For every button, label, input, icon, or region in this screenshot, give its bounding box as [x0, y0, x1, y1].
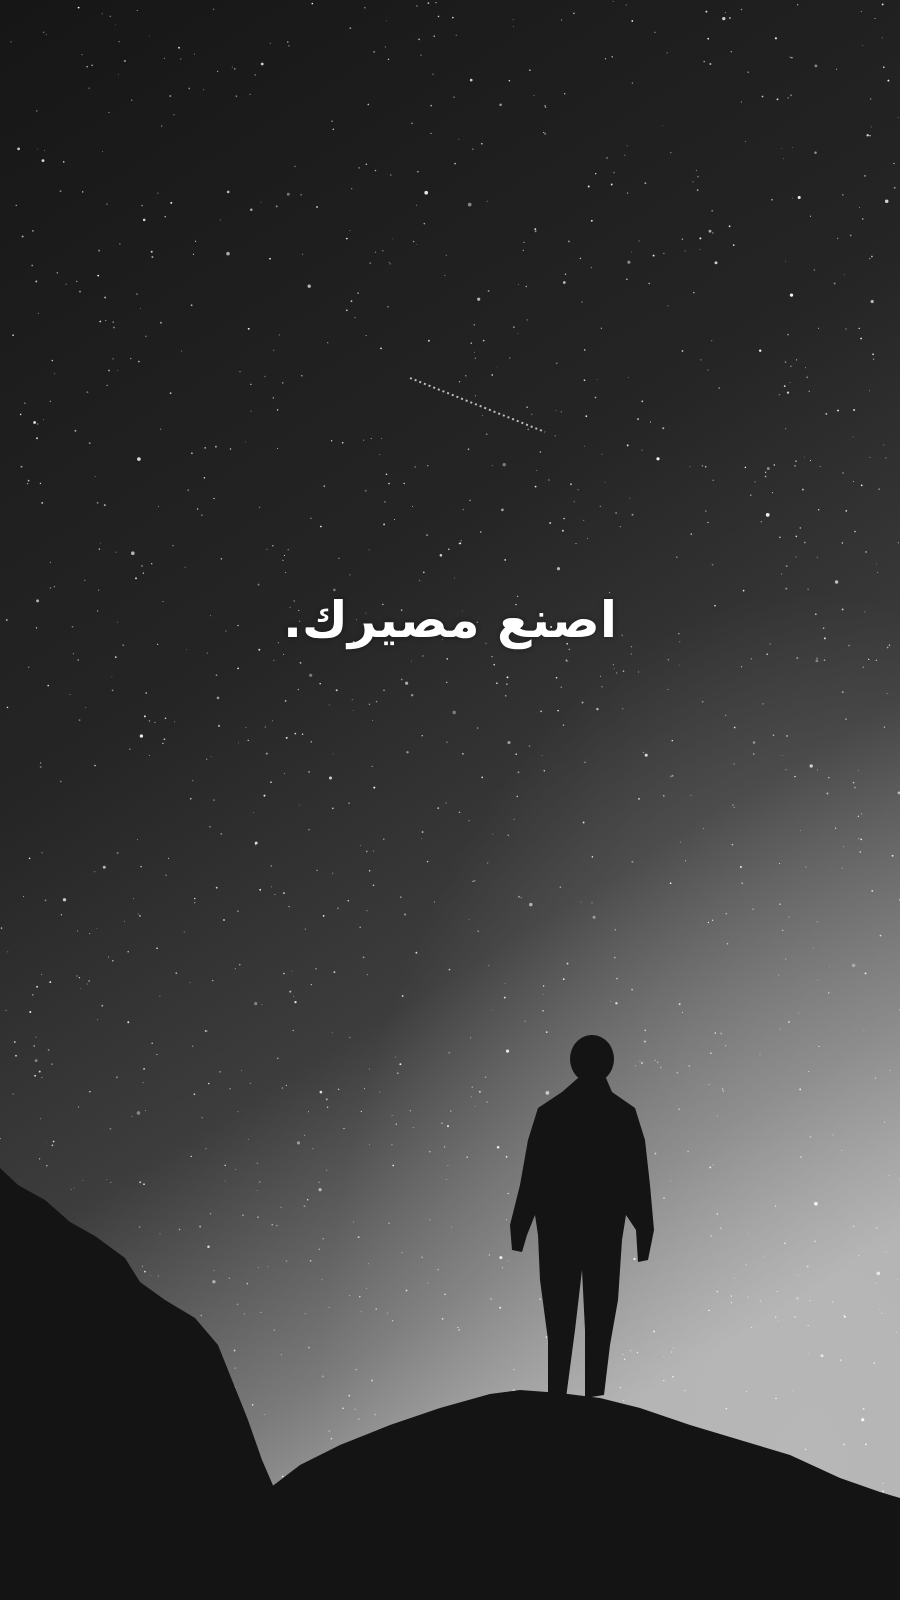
quote-text: اصنع مصيرك.: [283, 591, 617, 649]
left-cliff: [0, 1168, 275, 1600]
person-silhouette: [510, 1035, 654, 1398]
hill: [255, 1390, 900, 1600]
